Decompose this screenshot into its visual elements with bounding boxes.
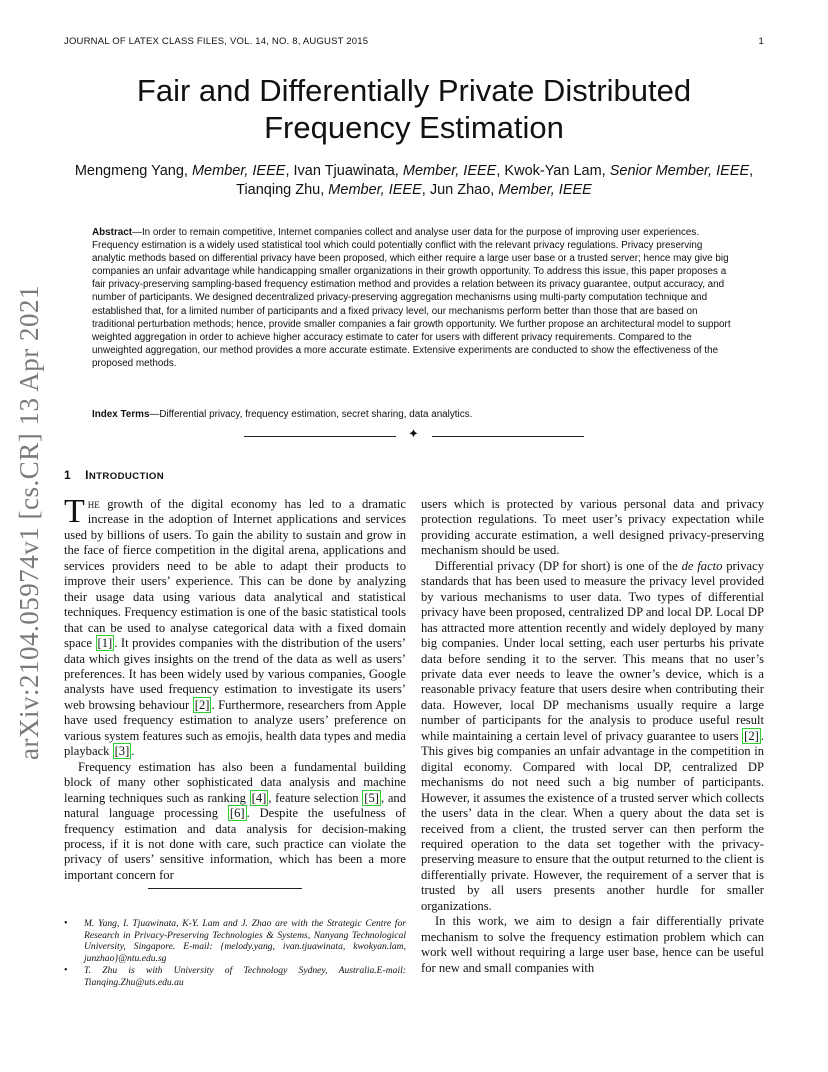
author-affiliation: Member, IEEE [498,182,592,198]
paragraph-text: growth of the digital economy has led to a dramatic increase in the adoption of Internet applications and services used by billions of users. To gain the ability to sustain and grow in the face of fierce competition in the digital arena, applications and services providers need to be able to adapt their products to improve their users’ experience. This can be done by analyzing their usage data using various data analytical and statistical techniques. Frequency estimation is one of the basic statistical tools that can be used to analyse categorical data with a fixed domain space [64,497,406,651]
drop-cap: T [64,493,85,530]
author-affiliation: Member, IEEE [402,163,497,179]
paragraph: users which is protected by various personal data and privacy protection regulations. To meet user’s privacy expectation while providing accurate estimation, a well designed privacy-preserving mechanism should be used. [421,497,764,558]
author-name: Tianqing Zhu, [236,182,329,198]
section-title-rest: NTRODUCTION [88,471,165,482]
italic-term: de facto [681,558,723,573]
paragraph-text: , and natural language processing [64,790,406,821]
paragraph-text: . Furthermore, researchers from Apple have used frequency estimation to analyze users’ preference on various system features such as emojis, health data types and media playback [64,697,406,759]
index-terms-label: Index Terms [92,409,150,420]
footnotes [64,918,406,990]
author-separator: , [496,163,505,179]
abstract [92,226,736,370]
paragraph-text: privacy standards that has been used to measure the privacy level provided by various mechanisms to user data. Two types of differential privacy have been proposed, centralized DP and local DP. Local DP has attracted more attention recently and widely deployed by many big companies. Under local setting, each user perturbs his private data before sending it to the server. This means that no user’s private data ever needs to leave the owner’s device, which is a reasonable privacy feature that users desire when contributing their data. However, local DP mechanisms usually require a large number of participants for the analysis to produce useful result while maintaining a certain level of privacy guarantee to users [421,558,764,743]
paragraph [64,760,406,884]
author-affiliation: Member, IEEE [191,163,286,179]
paragraph-text: . Despite the usefulness of frequency estimation and data analysis for decision-making process, if it is not done with care, such practice can violate the privacy of users’ sensitive information, which has been a more important concern for [64,806,406,882]
paragraph-text: , feature selection [268,790,363,805]
divider-line-right [432,436,584,437]
footnote-rule [148,888,302,889]
author-separator: , [285,163,294,179]
index-terms [92,408,736,421]
paragraph-text: Differential privacy (DP for short) is one of the [435,558,682,573]
citation-link[interactable]: [6] [229,806,245,821]
section-title-initial: I [85,468,89,482]
divider-line-left [244,436,396,437]
title-line-2: Frequency Estimation [264,110,564,145]
right-column [421,497,764,976]
author-affiliation: Senior Member, IEEE [609,163,750,179]
title-line-1: Fair and Differentially Private Distributed [136,73,692,108]
footnote-affiliation: • T. Zhu is with University of Technology Sydney, Australia.E-mail: Tianqing.Zhu@uts.edu.au [64,965,406,988]
divider-star-icon: ✦ [408,427,419,442]
section-heading-introduction [64,468,164,482]
author-list [64,162,764,200]
footnote-affiliation: • M. Yang, I. Tjuawinata, K-Y. Lam and J. Zhao are with the Strategic Centre for Research in Privacy-Preserving Technologies & Systems, Nanyang Technological University, Singapore. E-mail: {melody.yang, ivan.tjuawinata, kwokyan.lam, junzhao}@ntu.edu.sg [64,918,406,964]
page-number: 1 [758,36,764,47]
citation-link[interactable]: [2] [744,728,759,743]
author-name: Mengmeng Yang, [74,163,192,179]
paragraph-text: . It provides companies with the distribution of the users’ data which gives insights on the trend of the data as well as users’ preferences. It has been widely used by various companies, Google analysts have used frequency estimation to investigate its users’ web browsing behaviour [64,636,406,712]
abstract-text: —In order to remain competitive, Internet companies collect and analyse user data for the purpose of improving user experiences. Frequency estimation is a widely used statistical tool which could potentially conflict with the relevant privacy regulations. Privacy preserving analytic methods based on differential privacy have been proposed, which either require a large user base or a trusted server; hence may give big companies an unfair advantage while handicapping smaller organizations in their growth opportunity. To address this issue, this paper proposes a fair privacy-preserving sampling-based frequency estimation method and provides a relation between its privacy guarantee, output accuracy, and number of participants. We designed decentralized privacy-preserving aggregation mechanisms using multi-party computation technique and established that, for a limited number of participants and a fixed privacy level, our mechanisms perform better than those that are based on traditional perturbation methods; hence, provide smaller companies a fair growth opportunity. We further propose an architectural model to support weighted aggregation in order to achieve higher accuracy estimate to cater for users with different privacy requirements. Compared to the unweighted aggregation, our method provides a more accurate estimate. Extensive experiments are conducted to show the effectiveness of the proposed methods. [92,227,731,369]
author-name: Ivan Tjuawinata, [293,163,403,179]
citation-link[interactable]: [1] [97,636,113,651]
section-divider [244,427,584,442]
index-terms-text: —Differential privacy, frequency estimation, secret sharing, data analytics. [149,409,473,420]
citation-link[interactable]: [3] [114,744,130,759]
author-affiliation: Member, IEEE [328,182,422,198]
author-separator: , [421,182,430,198]
paragraph-text: . This gives big companies an unfair advantage in the competition in digital economy. Compared with local DP, centralized DP mechanisms do not need such a big number of participants. However, it assumes the existence of a trusted server which collects the users’ data in the clear. When a query about the data set is received from a client, the trusted server can then perform the required operation to the data set together with the privacy-preserving measure to ensure that the output returned to the client is differentially private. However, the requirement of a server that is trusted by all users presents another hurdle for smaller organizations. [421,728,764,913]
author-name: Kwok-Yan Lam, [504,163,610,179]
section-number: 1 [64,468,72,482]
author-name: Jun Zhao, [429,182,499,198]
citation-link[interactable]: [5] [364,790,379,805]
abstract-label: Abstract [92,227,133,238]
arxiv-stamp [14,285,54,760]
smallcaps-lead: he [87,497,100,511]
journal-name: JOURNAL OF LATEX CLASS FILES, VOL. 14, NO. 8, AUGUST 2015 [64,36,369,47]
left-column [64,493,406,883]
author-separator: , [749,163,754,179]
paragraph-text: . [131,744,135,759]
paper-title [64,72,764,146]
citation-link[interactable]: [2] [194,697,210,712]
arxiv-id: arXiv:2104.05974v1 [cs.CR] 13 Apr 2021 [14,285,44,760]
citation-link[interactable]: [4] [251,790,267,805]
paragraph-text: Frequency estimation has also been a fundamental building block of many other sophisticated data analysis and machine learning techniques such as ranking [64,759,406,805]
paragraph: In this work, we aim to design a fair differentially private mechanism to solve the frequency estimation problem which can work well without requiring a large user base, hence can be useful for new and small companies with [421,914,764,975]
paragraph [64,493,406,760]
paragraph [421,559,764,914]
running-header [64,36,764,50]
